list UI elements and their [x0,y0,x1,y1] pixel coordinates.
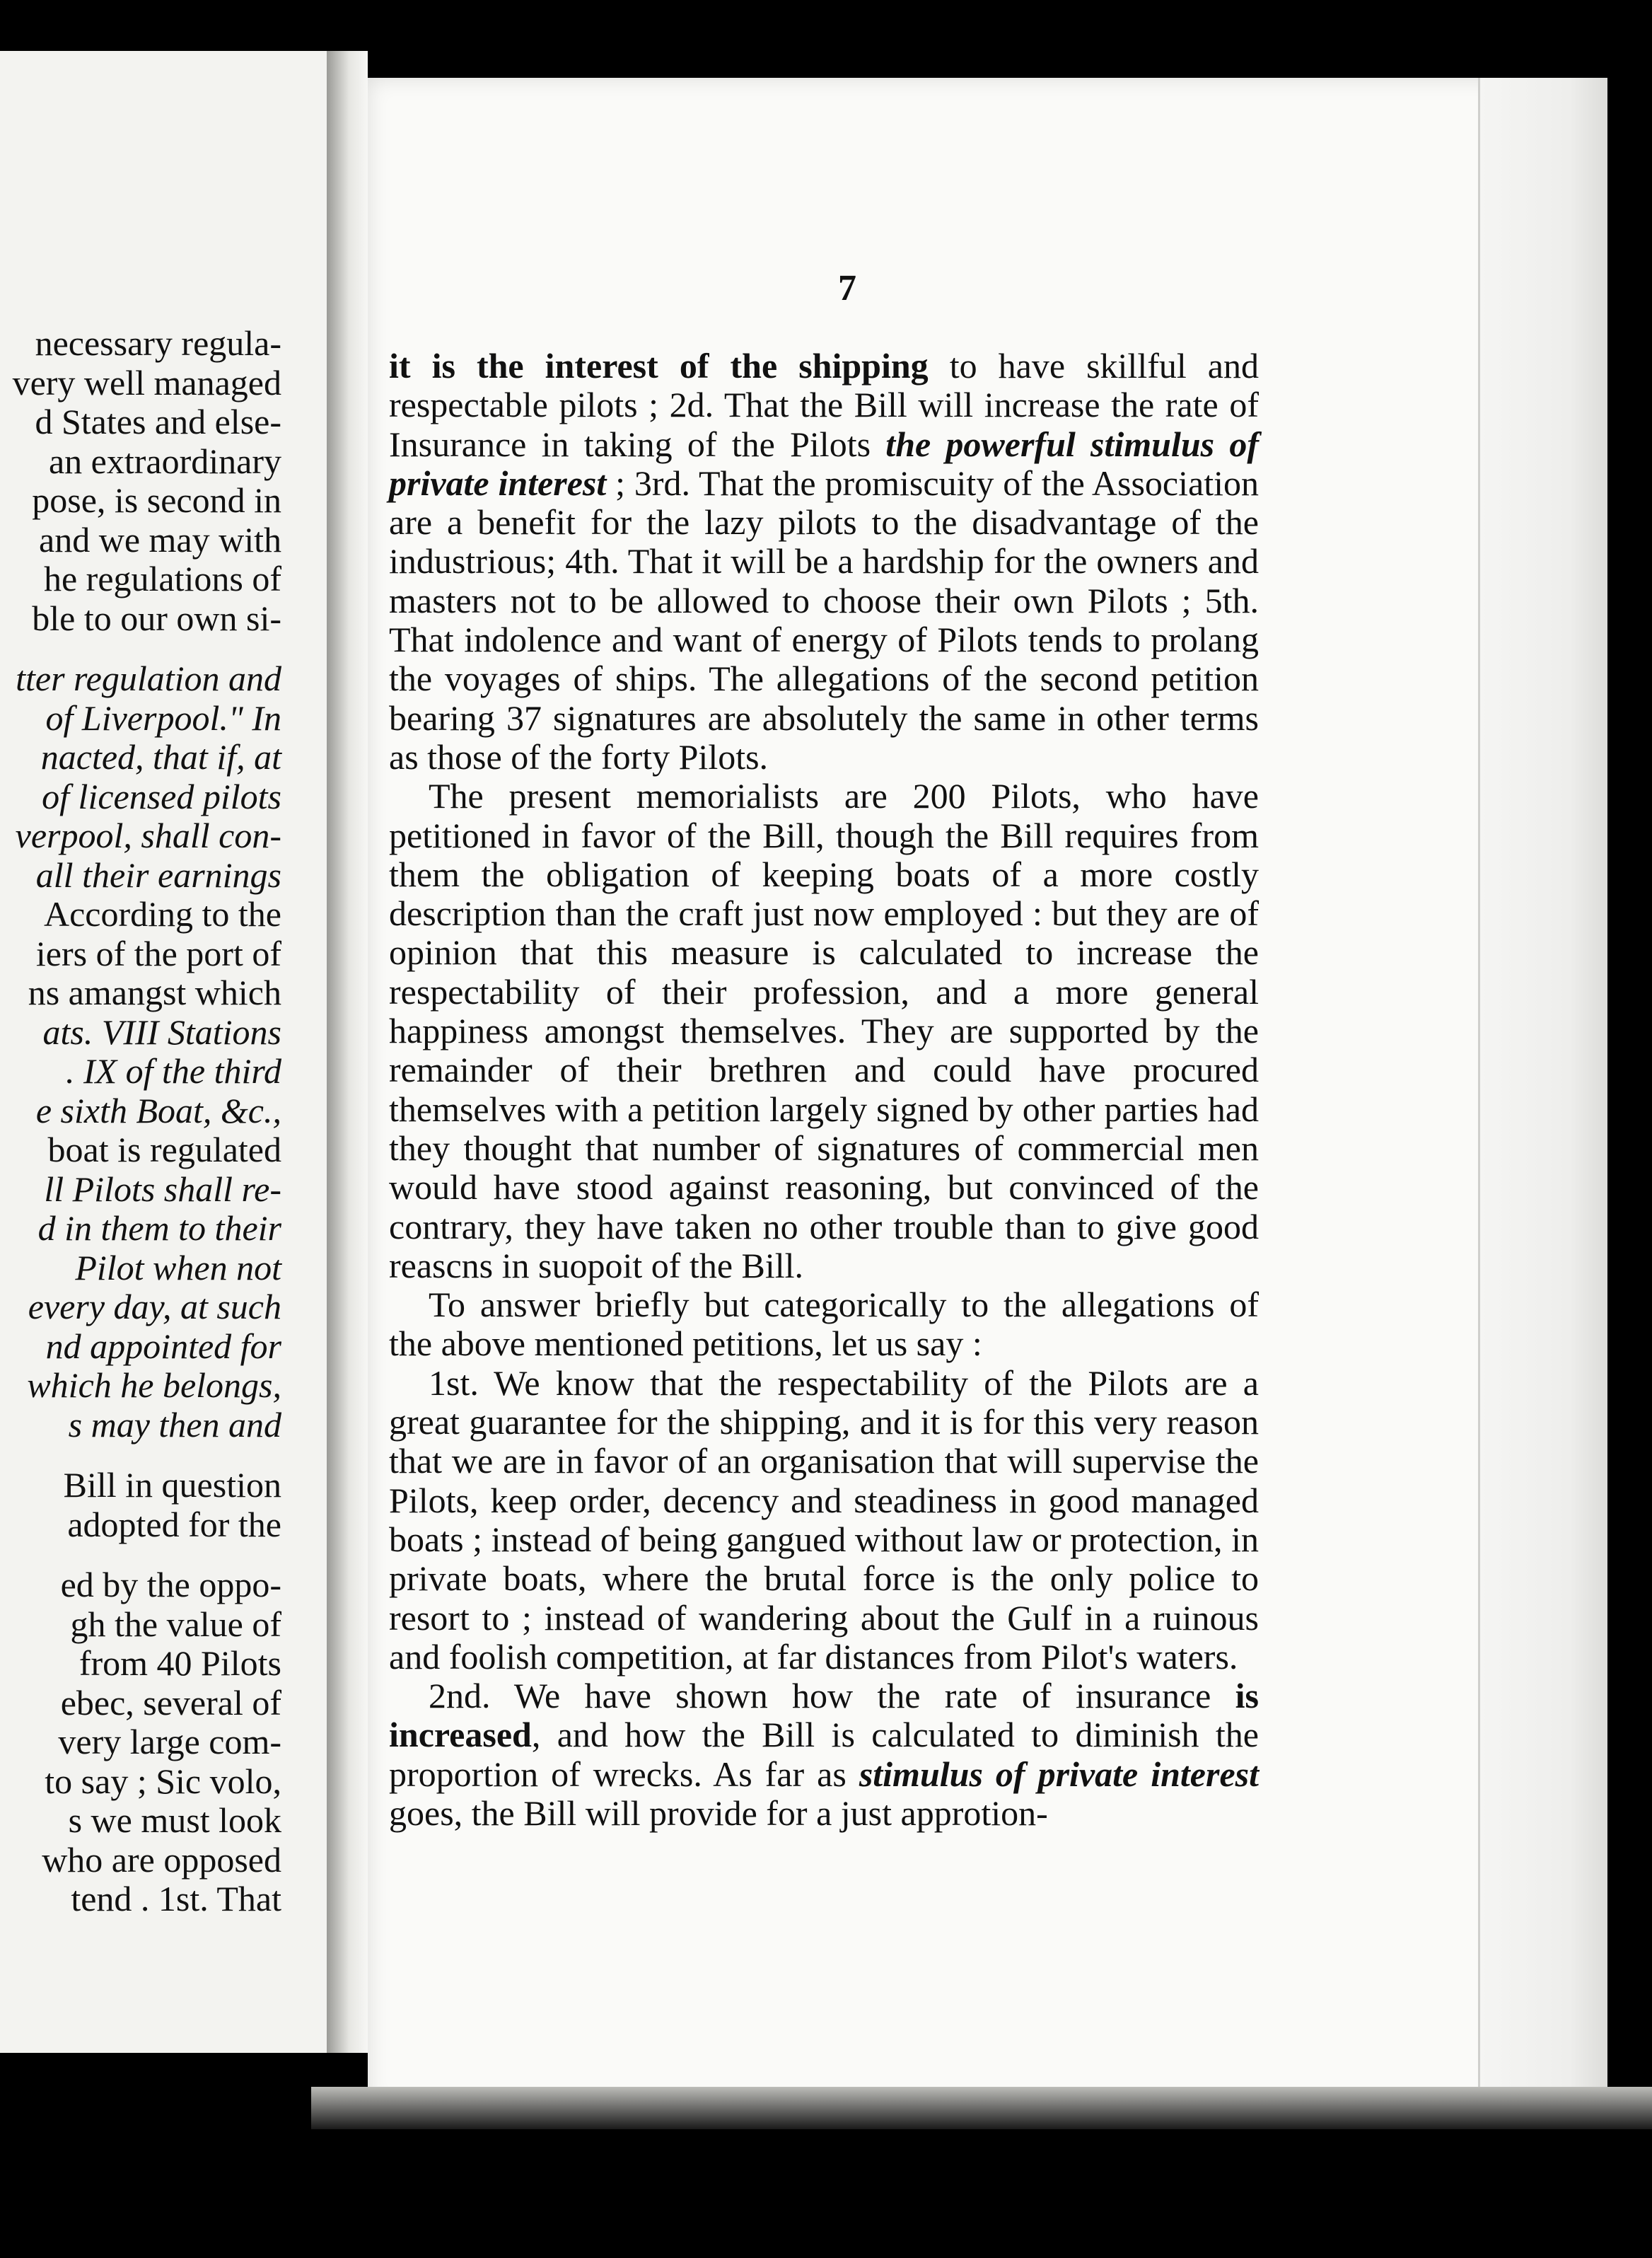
facing-page-line: nacted, that if, at [40,737,281,777]
facing-page-line: and we may with [39,519,281,560]
text-segment: ; 3rd. That the promiscuity of the Association are a benefit for the lazy pilots to the disadvantage of the industrious; 4th. That it will be a hardship for the owners and masters not to be allowed to choose their own Pilots ; 5th. That indolence and want of energy of Pilots tends to prolang the voyages of ships. The allegations of the second petition bearing 37 signatures are absolutely the same in other terms as those of the forty Pilots. [389,463,1259,777]
facing-page-line: ed by the oppo- [60,1565,281,1604]
page-body-text [389,347,1259,1833]
paragraph [389,1677,1259,1833]
facing-page-line: of licensed pilots [42,776,281,816]
facing-page-line: ats. VIII Stations [42,1012,281,1052]
text-segment: to have skillful and respectable pilots ; 2d. That the Bill will increase the rate of Insurance in taking of the Pilots [389,346,1259,464]
paragraph [389,777,1259,1285]
text-segment: it is the interest of the shipping [389,346,929,386]
text-segment: 1st. We know that the respectability of the Pilots are a great guarantee for the shipping, and it is for this very reason that we are in favor of an organisation that will supervise the Pilots, keep order, decency and steadiness in good managed boats ; instead of being gangued without law or protection, in private boats, where the brutal force is the only police to resort to ; instead of wandering about the Gulf in a ruinous and foolish competition, at far distances from Pilot's waters. [389,1362,1259,1677]
paragraph [389,1364,1259,1677]
facing-page-line: to say ; Sic volo, [45,1761,281,1801]
facing-page-line: Bill in question [63,1465,281,1505]
facing-page-line: tter regulation and [16,659,281,698]
facing-page-line: he regulations of [43,559,281,598]
facing-page-line: ns amangst which [28,973,281,1012]
facing-page-line: very large com- [58,1722,281,1761]
facing-page-line: e sixth Boat, &c., [35,1090,281,1130]
line-gap [0,1544,281,1565]
facing-page-line: an extraordinary [48,441,281,481]
paragraph [389,347,1259,777]
facing-page-line: boat is regulated [47,1130,281,1169]
facing-page-line: d in them to their [37,1208,281,1248]
page-number: 7 [838,268,856,308]
book-bottom-edge [311,2087,1652,2129]
facing-page-line: d States and else- [35,402,281,441]
facing-page-line: every day, at such [28,1287,281,1326]
facing-page-line: gh the value of [70,1604,281,1644]
line-gap [0,638,281,659]
text-segment: , and how the Bill is calculated to diminish the proportion of wrecks. As far as [389,1715,1259,1794]
facing-page-line: who are opposed [42,1839,281,1880]
facing-page-line: ebec, several of [60,1682,281,1723]
facing-page-line: all their earnings [35,855,281,895]
facing-page-line: necessary regula- [35,323,281,363]
facing-page-line: Pilot when not [75,1247,281,1287]
facing-page-line: nd appointed for [45,1326,281,1366]
facing-page-line: very well managed [12,362,281,403]
line-gap [0,1444,281,1466]
facing-page-left [0,51,331,2053]
paragraph [389,1285,1259,1364]
facing-page-line: iers of the port of [35,933,281,973]
text-segment: goes, the Bill will provide for a just approtion- [389,1793,1048,1833]
facing-page-line: pose, is second in [32,480,281,520]
text-segment: is increased [389,1676,1259,1755]
facing-page-line: adopted for the [67,1504,281,1544]
facing-page-line: verpool, shall con- [15,816,281,855]
facing-page-line: . IX of the third [65,1051,281,1091]
facing-page-line: of Liverpool." In [45,697,281,738]
page-edge [1478,78,1607,2108]
facing-page-line: ble to our own si- [32,598,281,638]
text-segment: The present memorialists are 200 Pilots, who have petitioned in favor of the Bill, though the Bill requires from them the obligation of keeping boats of a more costly description than the craft just now employed : but they are of opinion that this measure is calculated to increase the respectability of their profession, and a more general happiness amongst themselves. They are supported by the remainder of their brethren and could have procured themselves with a petition largely signed by other parties had they thought that number of signatures of commercial men would have stood against reasoning, but convinced of the contrary, they have taken no other trouble than to give good reascns in suopoit of the Bill. [389,776,1259,1285]
facing-page-text [0,324,281,1919]
facing-page-line: which he belongs, [27,1365,281,1405]
text-segment: stimulus of private interest [859,1754,1259,1794]
facing-page-line: ll Pilots shall re- [44,1169,281,1209]
book-gutter [327,51,368,2053]
facing-page-line: s may then and [68,1404,281,1444]
text-segment: To answer briefly but categorically to the allegations of the above mentioned petitions, let us say : [389,1285,1259,1364]
facing-page-line: s we must look [68,1800,281,1840]
facing-page-line: tend . 1st. That [71,1879,281,1918]
text-segment: the powerful stimulus of private interest [389,424,1259,503]
facing-page-line: According to the [43,894,281,934]
facing-page-line: from 40 Pilots [78,1643,281,1683]
text-segment: 2nd. We have shown how the rate of insurance [429,1676,1235,1716]
